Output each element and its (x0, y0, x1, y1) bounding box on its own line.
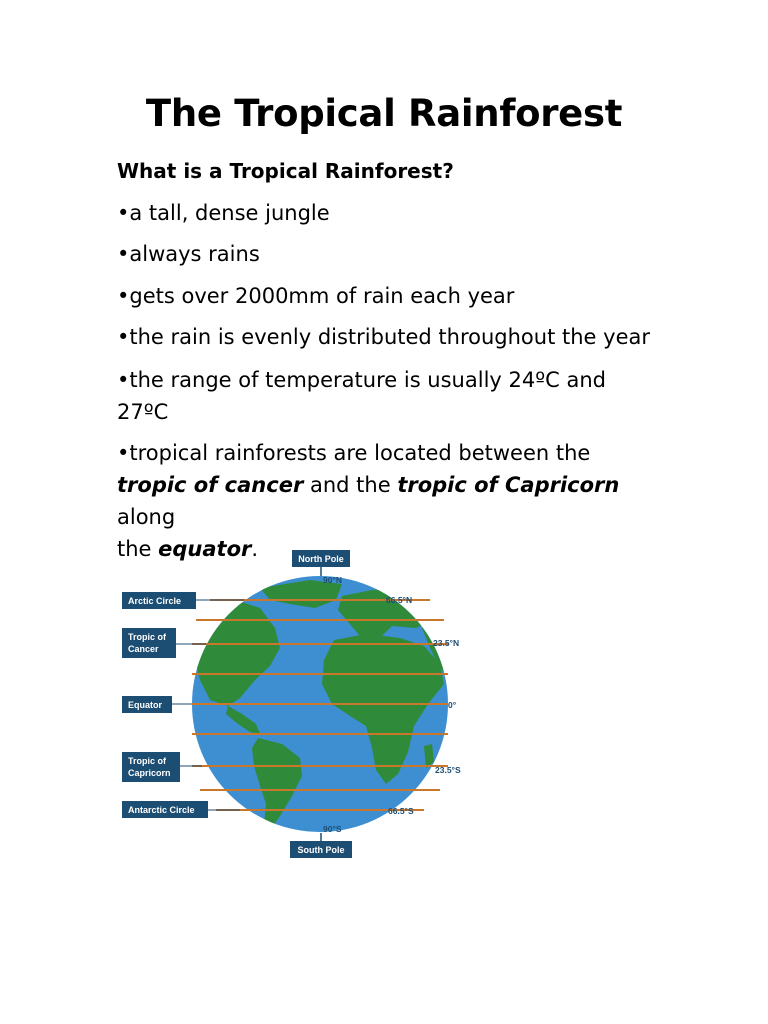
antarctic-circle-label (122, 801, 240, 818)
bullet-temperature (117, 364, 677, 428)
section-heading: What is a Tropical Rainforest? (117, 159, 454, 183)
page-title: The Tropical Rainforest (145, 92, 623, 135)
svg-text:Tropic of: Tropic of (128, 756, 166, 766)
svg-text:Capricorn: Capricorn (128, 768, 171, 778)
deg-23-5s: 23.5°S (435, 765, 461, 775)
svg-text:90°N: 90°N (323, 575, 342, 585)
location-text-d: the (117, 537, 159, 561)
equator-label (122, 696, 192, 713)
arctic-circle-label (122, 592, 244, 609)
bullet-rain-distribution: •the rain is evenly distributed throughout the year (117, 325, 650, 349)
svg-text:Cancer: Cancer (128, 644, 159, 654)
tropic-of-capricorn-label (122, 752, 202, 782)
tropic-of-capricorn-text: tropic of Capricorn (397, 473, 620, 497)
bullet-rainfall: •gets over 2000mm of rain each year (117, 284, 515, 308)
bullet-location (117, 437, 677, 565)
globe-latitude-diagram (110, 548, 480, 862)
svg-text:90°S: 90°S (323, 824, 342, 834)
location-text-e: . (251, 537, 259, 561)
svg-text:Tropic of: Tropic of (128, 632, 166, 642)
temperature-line-1: •the range of temperature is usually 24ºC and (117, 368, 606, 392)
svg-text:Arctic Circle: Arctic Circle (128, 596, 182, 606)
deg-0: 0° (448, 700, 457, 710)
svg-text:North Pole: North Pole (298, 554, 344, 564)
svg-text:South Pole: South Pole (297, 845, 345, 855)
bullet-always-rains: •always rains (117, 242, 260, 266)
bullet-dense-jungle: •a tall, dense jungle (117, 201, 330, 225)
location-text-b: and the (303, 473, 398, 497)
tropic-of-cancer-text: tropic of cancer (117, 473, 304, 497)
deg-66-5s: 66.5°S (388, 806, 414, 816)
svg-text:Equator: Equator (128, 700, 163, 710)
equator-text: equator (158, 537, 252, 561)
svg-text:Antarctic Circle: Antarctic Circle (128, 805, 195, 815)
temperature-line-2: 27ºC (117, 400, 169, 424)
deg-23-5n: 23.5°N (433, 638, 460, 648)
location-text-a: •tropical rainforests are located between the (117, 441, 591, 465)
location-text-c: along (117, 505, 176, 529)
deg-66-5n: 66.5°N (386, 595, 413, 605)
